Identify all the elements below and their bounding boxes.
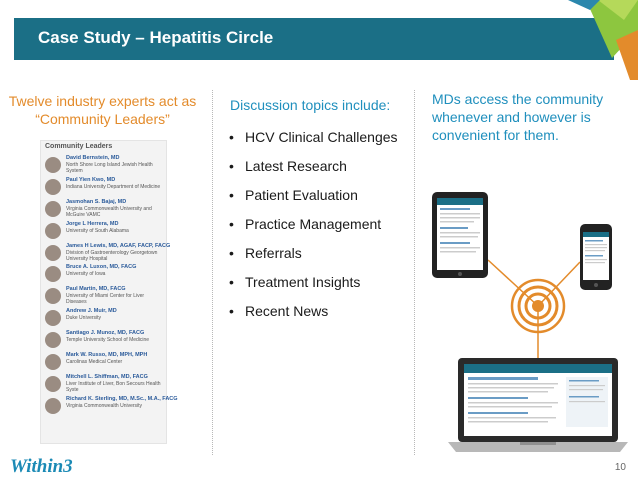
leader-item xyxy=(41,351,166,373)
page-title: Case Study – Hepatitis Circle xyxy=(38,28,274,47)
avatar xyxy=(45,398,61,414)
avatar xyxy=(45,376,61,392)
corner-decoration xyxy=(568,0,638,80)
leader-name[interactable]: Bruce A. Luxon, MD, FACG xyxy=(66,264,137,271)
broadcast-icon xyxy=(512,280,564,332)
within3-logo: Within3 xyxy=(10,456,73,477)
leader-affiliation: Temple University School of Medicine xyxy=(66,337,150,344)
leader-item xyxy=(41,285,166,307)
leader-name[interactable]: Andrew J. Muir, MD xyxy=(66,308,117,315)
access-heading: MDs access the community whenever and however is convenient for them. xyxy=(432,91,604,143)
leader-name[interactable]: Jorge L Herrera, MD xyxy=(66,220,119,227)
leader-name[interactable]: James H Lewis, MD, AGAF, FACP, FACG xyxy=(66,242,171,249)
community-leaders-panel xyxy=(40,140,178,444)
topic-item: • Patient Evaluation xyxy=(229,187,398,216)
leader-name[interactable]: Jasmohan S. Bajaj, MD xyxy=(66,198,127,205)
column-divider xyxy=(212,90,213,455)
leader-affiliation: Virginia Commonwealth University xyxy=(66,402,143,409)
topic-item: • Recent News xyxy=(229,303,398,332)
header-bar xyxy=(14,18,614,60)
phone-icon xyxy=(580,224,612,290)
column-divider xyxy=(414,90,415,455)
avatar xyxy=(45,288,61,304)
leader-name[interactable]: Paul Martin, MD, FACG xyxy=(66,286,126,293)
topic-item: • Latest Research xyxy=(229,158,398,187)
leader-item xyxy=(41,176,166,198)
tablet-icon xyxy=(432,192,488,278)
leader-item xyxy=(41,263,166,285)
leader-item xyxy=(41,198,166,220)
leader-name[interactable]: Mark W. Russo, MD, MPH, MPH xyxy=(66,352,148,359)
topic-item: • HCV Clinical Challenges xyxy=(229,129,398,158)
avatar xyxy=(45,354,61,370)
topics-heading: Discussion topics include: xyxy=(230,97,391,113)
leader-affiliation: Carolinas Medical Center xyxy=(66,359,123,366)
leader-affiliation: University of Iowa xyxy=(66,271,106,278)
leader-affiliation: Indiana University Department of Medicine xyxy=(66,183,161,190)
avatar xyxy=(45,245,61,261)
avatar xyxy=(45,310,61,326)
page-number: 10 xyxy=(614,462,626,473)
leader-name[interactable]: Richard K. Sterling, MD, M.Sc., M.A., FACG xyxy=(66,395,178,402)
topic-item: • Referrals xyxy=(229,245,398,274)
avatar xyxy=(45,266,61,282)
leader-item xyxy=(41,329,166,351)
leader-name[interactable]: Mitchell L. Shiffman, MD, FACG xyxy=(66,373,148,380)
avatar xyxy=(45,223,61,239)
leader-item xyxy=(41,242,171,264)
avatar xyxy=(45,332,61,348)
leader-affiliation: Liver Institute of Liver, Bon Secours Health Syste xyxy=(66,380,161,393)
leaders-list xyxy=(41,154,178,417)
leader-item xyxy=(41,395,178,417)
leader-name[interactable]: David Bernstein, MD xyxy=(66,155,120,161)
avatar xyxy=(45,201,61,217)
leader-affiliation: University of South Alabama xyxy=(66,227,129,234)
laptop-icon xyxy=(448,358,628,452)
leader-item xyxy=(41,373,166,395)
topics-list xyxy=(229,129,398,332)
avatar xyxy=(45,179,61,195)
leader-affiliation: Virginia Commonwealth University and McGuire VAMC xyxy=(66,205,152,218)
topic-item: • Practice Management xyxy=(229,216,398,245)
avatar xyxy=(45,157,61,173)
leader-affiliation: University of Miami Center for Liver Diseases xyxy=(66,293,145,306)
leader-item xyxy=(41,154,166,176)
leader-name[interactable]: Paul Yien Kwo, MD xyxy=(66,176,116,183)
community-leaders-heading: Twelve industry experts act as “Community Leaders” xyxy=(8,93,197,127)
topic-item: • Treatment Insights xyxy=(229,274,398,303)
leader-affiliation: Duke University xyxy=(66,315,102,322)
leaders-panel-title: Community Leaders xyxy=(45,143,113,150)
leader-affiliation: Division of Gastroenterology Georgetown University Hospital xyxy=(66,249,158,262)
leader-item xyxy=(41,220,166,242)
leader-name[interactable]: Santiago J. Munoz, MD, FACG xyxy=(66,330,145,337)
leader-item xyxy=(41,307,166,329)
devices-illustration xyxy=(420,180,630,460)
leader-affiliation: North Shore Long Island Jewish Health System xyxy=(66,162,153,174)
